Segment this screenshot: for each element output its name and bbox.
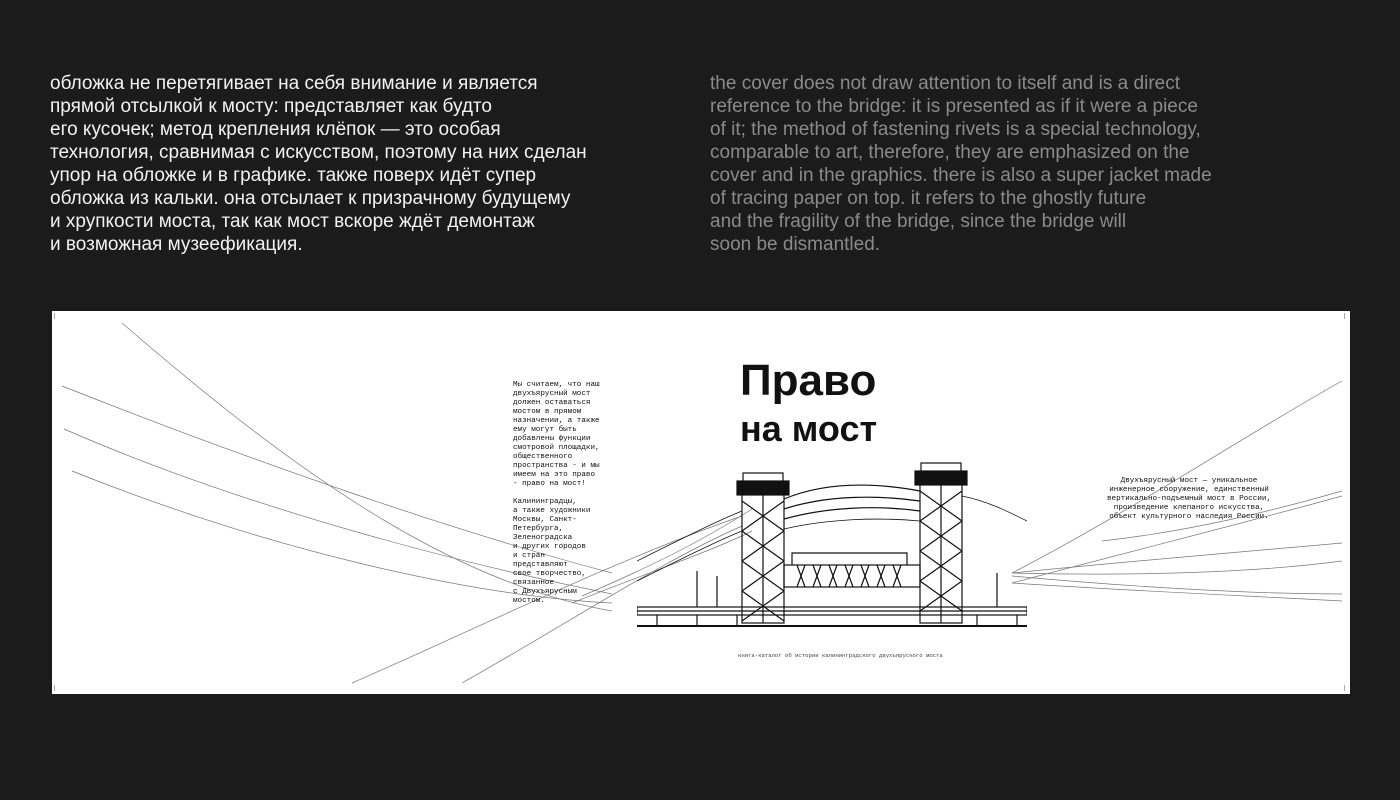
cover-title xyxy=(740,355,877,451)
cover-footer-note: книга-каталог об истории калининградского двухъярусного моста xyxy=(738,652,943,659)
cover-left-note: Мы считаем, что наш двухъярусный мост должен оставаться мостом в прямом назначении, а также ему могут быть добавлены функции смотровой площадки, общественного пространства - и мы имеем на это право - право на мост! Калининградцы, а также художники Москвы, Санкт- Петербурга, Зеленоградска и других городов и стран представляют свое творчество, связанное с Двухъярусным мостом. xyxy=(513,381,600,605)
bridge-illustration xyxy=(637,461,1027,631)
crop-mark xyxy=(1344,685,1345,691)
book-cover xyxy=(52,311,1350,694)
crop-mark xyxy=(1344,313,1345,319)
cover-right-note: Двухъярусный мост — уникальное инженерное сооружение, единственный вертикально-подъемный мост в России, произведение клепаного искусства, объект культурного наследия России. xyxy=(1106,477,1272,521)
cover-title-line1: Право xyxy=(740,356,877,405)
crop-mark xyxy=(54,685,55,691)
description-english: the cover does not draw attention to itself and is a direct reference to the bridge: it is presented as if it were a piece of it; the method of fastening rivets is a special technology, comparable to art, therefore, they are emphasized on the cover and in the graphics. there is also a super jacket made of tracing paper on top. it refers to the ghostly future and the fragility of the bridge, since the bridge will soon be dismantled. xyxy=(710,73,1212,255)
crop-mark xyxy=(54,313,55,319)
description-russian: обложка не перетягивает на себя внимание и является прямой отсылкой к мосту: представляет как будто его кусочек; метод крепления клёпок — это особая технология, сравнимая с искусством, поэтому на них сделан упор на обложке и в графике. также поверх идёт супер обложка из кальки. она отсылает к призрачному будущему и хрупкости моста, так как мост вскоре ждёт демонтаж и возможная музеефикация. xyxy=(50,73,587,255)
cover-title-line2: на мост xyxy=(740,408,878,449)
